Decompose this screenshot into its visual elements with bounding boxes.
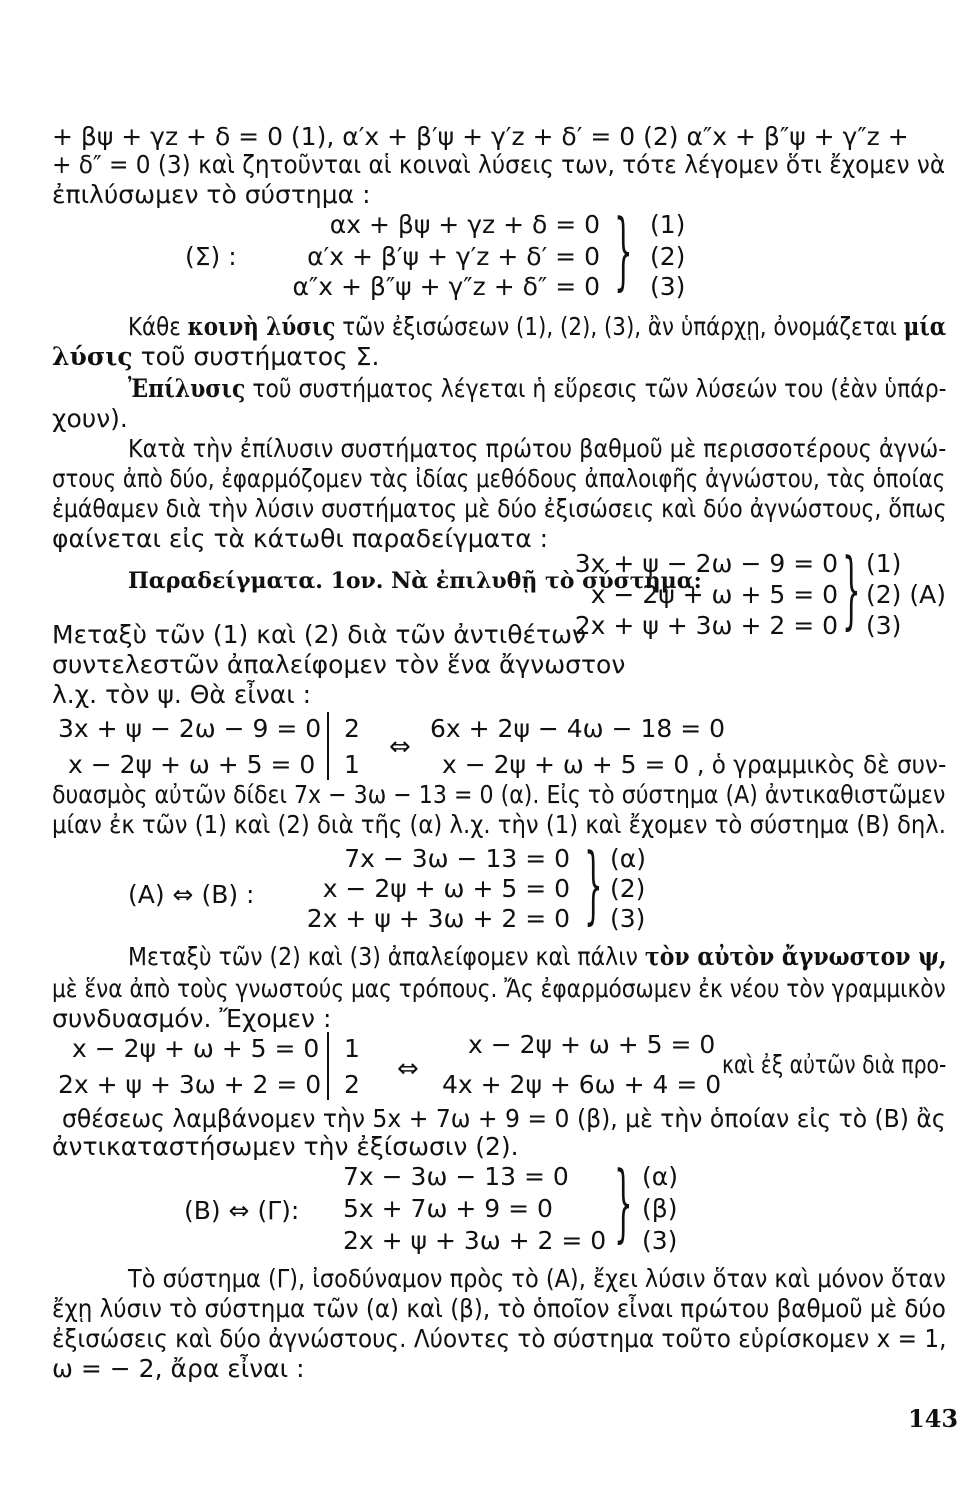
system-sigma-eq2: α′x + β′ψ + γ′z + δ′ = 0 (307, 242, 600, 271)
system-a-tag-1: (1) (866, 549, 902, 578)
system-a-brace: } (842, 540, 861, 638)
system-sigma-brace: } (614, 201, 633, 299)
elim1-text-2: μίαν ἐκ τῶν (1) καὶ (2) διὰ τῆς (α) λ.χ. τὴν (1) καὶ ἔχομεν τὸ σύστημα (B) δηλ. (52, 810, 947, 839)
system-g-eq1: 7x − 3ω − 13 = 0 (343, 1162, 569, 1191)
equivalence-arrow-icon: ⇔ (389, 732, 411, 762)
equivalence-arrow-icon: ⇔ (397, 1054, 419, 1084)
elim1-divider (327, 712, 329, 780)
conclusion-line-1: Τὸ σύστημα (Γ), ἰσοδύναμον πρὸς τὸ (A), ἔχει λύσιν ὅταν καὶ μόνον ὅταν (128, 1264, 946, 1293)
system-g-tag-1: (α) (642, 1162, 678, 1191)
system-sigma-eq1: αx + βψ + γz + δ = 0 (329, 210, 600, 239)
conclusion-line-3: ἐξισώσεις καὶ δύο ἀγνώστους. Λύοντες τὸ σύστημα τοῦτο εὑρίσκομεν x = 1, (52, 1324, 947, 1353)
system-b-label: (A) ⇔ (B) : (128, 880, 255, 909)
page-number: 143 (908, 1404, 959, 1433)
definition-common-solution-2: λύσις τοῦ συστήματος Σ. (52, 342, 380, 371)
example-text-1: Μεταξὺ τῶν (1) καὶ (2) διὰ τῶν ἀντιθέτων (52, 620, 586, 649)
system-sigma-tag-3: (3) (650, 272, 686, 301)
example-heading: Παραδείγματα. 1ον. Νὰ ἐπιλυθῇ τὸ σύστημα: (128, 568, 702, 594)
definition-solving: Ἐπίλυσις τοῦ συστήματος λέγεται ἡ εὕρεσις τῶν λύσεών του (ἐὰν ὑπάρ- (128, 374, 947, 403)
elim2-tail: καὶ ἐξ αὐτῶν διὰ προ- (722, 1050, 947, 1079)
system-a-tag-2: (2) (A) (866, 580, 946, 609)
elim2-right-1: x − 2ψ + ω + 5 = 0 (468, 1030, 716, 1059)
intro-line-1: + βψ + γz + δ = 0 (1), α′x + β′ψ + γ′z + δ′ = 0 (2) α″x + β″ψ + γ″z + (52, 122, 909, 151)
elim2-left-2: 2x + ψ + 3ω + 2 = 0 (58, 1070, 322, 1099)
elim1-tail: , ὁ γραμμικὸς δὲ συν- (697, 750, 947, 779)
elim1-left-2: x − 2ψ + ω + 5 = 0 (68, 750, 316, 779)
system-a-eq1: 3x + ψ − 2ω − 9 = 0 (574, 549, 838, 578)
elim2-text-1: σθέσεως λαμβάνομεν τὴν 5x + 7ω + 9 = 0 (β), μὲ τὴν ὁποίαν εἰς τὸ (B) ἂς (62, 1104, 946, 1133)
elim2-multiplier-1: 1 (344, 1034, 360, 1063)
system-b-tag-3: (3) (610, 904, 646, 933)
system-b-eq2: x − 2ψ + ω + 5 = 0 (322, 874, 570, 903)
system-g-tag-3: (3) (642, 1226, 678, 1255)
definition-common-solution: Κάθε κοινὴ λύσις τῶν ἐξισώσεων (1), (2), (3), ἂν ὑπάρχῃ, ὀνομάζεται μία (128, 312, 947, 341)
system-b-eq3: 2x + ψ + 3ω + 2 = 0 (306, 904, 570, 933)
system-g-tag-2: (β) (642, 1194, 678, 1223)
system-g-label: (B) ⇔ (Γ): (184, 1196, 300, 1225)
system-sigma-tag-2: (2) (650, 242, 686, 271)
system-g-eq2: 5x + 7ω + 9 = 0 (343, 1194, 553, 1223)
conclusion-line-2: ἔχῃ λύσιν τὸ σύστημα τῶν (α) καὶ (β), τὸ ὁποῖον εἶναι πρώτου βαθμοῦ μὲ δύο (52, 1294, 946, 1323)
conclusion-line-4: ω = − 2, ἄρα εἶναι : (52, 1354, 305, 1383)
step2-line-1: Μεταξὺ τῶν (2) καὶ (3) ἀπαλείφομεν καὶ πάλιν τὸν αὐτὸν ἄγνωστον ψ, (128, 942, 947, 971)
elim1-multiplier-2: 1 (344, 750, 360, 779)
definition-solving-2: χουν). (52, 404, 128, 433)
method-line-2: στους ἀπὸ δύο, ἐφαρμόζομεν τὰς ἰδίας μεθόδους ἀπαλοιφῆς ἀγνώστου, τὰς ὁποίας (52, 464, 946, 493)
elim2-divider (327, 1032, 329, 1100)
elim1-right-2: x − 2ψ + ω + 5 = 0 (442, 750, 690, 779)
elim2-left-1: x − 2ψ + ω + 5 = 0 (72, 1034, 320, 1063)
method-line-3: ἐμάθαμεν διὰ τὴν λύσιν συστήματος μὲ δύο ἐξισώσεις καὶ δύο ἀγνώστους, ὅπως (52, 494, 947, 523)
step2-line-3: συνδυασμόν. Ἔχομεν : (52, 1004, 332, 1033)
elim2-multiplier-2: 2 (344, 1070, 360, 1099)
intro-line-3: ἐπιλύσωμεν τὸ σύστημα : (52, 180, 371, 209)
elim1-right-1: 6x + 2ψ − 4ω − 18 = 0 (430, 714, 726, 743)
elim2-text-2: ἀντικαταστήσωμεν τὴν ἐξίσωσιν (2). (52, 1132, 519, 1161)
system-b-tag-1: (α) (610, 844, 646, 873)
system-b-tag-2: (2) (610, 874, 646, 903)
system-b-eq1: 7x − 3ω − 13 = 0 (344, 844, 570, 873)
elim2-right-2: 4x + 2ψ + 6ω + 4 = 0 (442, 1070, 722, 1099)
method-line-1: Κατὰ τὴν ἐπίλυσιν συστήματος πρώτου βαθμοῦ μὲ περισσοτέρους ἀγνώ- (128, 434, 947, 463)
intro-line-2: + δ″ = 0 (3) καὶ ζητοῦνται αἱ κοιναὶ λύσεις των, τότε λέγομεν ὅτι ἔχομεν νὰ (52, 150, 946, 179)
method-line-4: φαίνεται εἰς τὰ κάτωθι παραδείγματα : (52, 524, 549, 553)
system-b-brace: } (584, 835, 603, 933)
system-a-eq2: x − 2ψ + ω + 5 = 0 (590, 580, 838, 609)
system-a-tag-3: (3) (866, 611, 902, 640)
elim1-text-1: δυασμὸς αὐτῶν δίδει 7x − 3ω − 13 = 0 (α). Εἰς τὸ σύστημα (A) ἀντικαθιστῶμεν (52, 780, 946, 809)
elim1-multiplier-1: 2 (344, 714, 360, 743)
system-g-eq3: 2x + ψ + 3ω + 2 = 0 (343, 1226, 607, 1255)
step2-line-2: μὲ ἕνα ἀπὸ τοὺς γνωστούς μας τρόπους. Ἄς ἐφαρμόσωμεν ἐκ νέου τὸν γραμμικὸν (52, 974, 946, 1003)
system-a-eq3: 2x + ψ + 3ω + 2 = 0 (574, 611, 838, 640)
example-text-2: συντελεστῶν ἀπαλείφομεν τὸν ἕνα ἄγνωστον (52, 650, 626, 679)
elim1-left-1: 3x + ψ − 2ω − 9 = 0 (58, 714, 322, 743)
system-sigma-tag-1: (1) (650, 210, 686, 239)
system-sigma-label: (Σ) : (185, 242, 237, 271)
system-g-brace: } (614, 1153, 633, 1251)
system-sigma-eq3: α″x + β″ψ + γ″z + δ″ = 0 (292, 272, 600, 301)
example-text-3: λ.χ. τὸν ψ. Θὰ εἶναι : (52, 680, 312, 709)
